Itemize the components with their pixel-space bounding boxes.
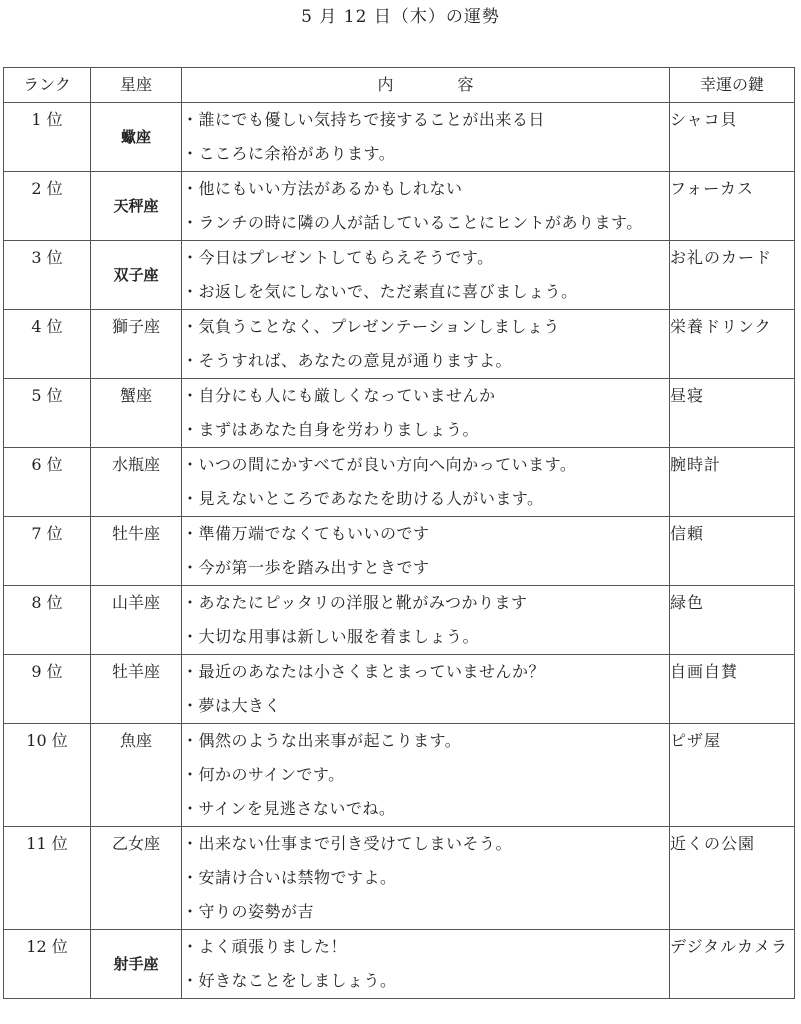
fortune-line: ・安請け合いは禁物ですよ。 [182, 868, 397, 887]
fortune-line: ・夢は大きく [182, 696, 282, 715]
lucky-key-cell: 緑色 [670, 586, 795, 655]
fortune-line: ・見えないところであなたを助ける人がいます。 [182, 489, 544, 508]
table-row [4, 517, 795, 586]
table-header-row [4, 68, 795, 103]
table-row [4, 930, 795, 999]
rank-cell: 5 位 [4, 379, 91, 448]
header-content [182, 68, 670, 103]
fortune-content-cell [182, 724, 670, 827]
fortune-content-cell [182, 655, 670, 724]
table-row [4, 379, 795, 448]
fortune-line: ・大切な用事は新しい服を着ましょう。 [182, 627, 480, 646]
rank-cell: 10 位 [4, 724, 91, 827]
lucky-key-cell: ピザ屋 [670, 724, 795, 827]
fortune-line: ・いつの間にかすべてが良い方向へ向かっています。 [182, 455, 577, 474]
table-row [4, 310, 795, 379]
rank-cell: 4 位 [4, 310, 91, 379]
zodiac-sign-cell: 牡羊座 [91, 655, 182, 724]
fortune-content-cell [182, 172, 670, 241]
table-row [4, 655, 795, 724]
rank-cell: 8 位 [4, 586, 91, 655]
zodiac-sign-cell: 水瓶座 [91, 448, 182, 517]
lucky-key-cell: 近くの公園 [670, 827, 795, 930]
fortune-content-cell [182, 517, 670, 586]
zodiac-sign-cell: 蠍座 [91, 103, 182, 172]
fortune-line: ・守りの姿勢が吉 [182, 902, 315, 921]
table-row [4, 172, 795, 241]
rank-cell: 7 位 [4, 517, 91, 586]
fortune-line: ・何かのサインです。 [182, 765, 345, 784]
lucky-key-cell: 腕時計 [670, 448, 795, 517]
zodiac-sign-cell: 魚座 [91, 724, 182, 827]
header-lucky-key: 幸運の鍵 [670, 68, 795, 103]
fortune-line: ・誰にでも優しい気持ちで接することが出来る日 [182, 110, 545, 129]
fortune-content-cell [182, 586, 670, 655]
zodiac-sign-cell: 蟹座 [91, 379, 182, 448]
page-title: 5 月 12 日（木）の運勢 [301, 7, 500, 27]
header-rank: ランク [4, 68, 91, 103]
table-row [4, 827, 795, 930]
table-row [4, 448, 795, 517]
zodiac-sign-cell: 牡牛座 [91, 517, 182, 586]
fortune-line: ・サインを見逃さないでね。 [182, 799, 396, 818]
rank-cell: 6 位 [4, 448, 91, 517]
lucky-key-cell: 自画自賛 [670, 655, 795, 724]
rank-cell: 11 位 [4, 827, 91, 930]
fortune-line: ・今日はプレゼントしてもらえそうです。 [182, 248, 494, 267]
fortune-content-cell [182, 448, 670, 517]
fortune-line: ・偶然のような出来事が起こります。 [182, 731, 462, 750]
fortune-content-cell [182, 241, 670, 310]
zodiac-sign-cell: 獅子座 [91, 310, 182, 379]
header-content-a: 内 [377, 75, 394, 94]
zodiac-sign-cell: 乙女座 [91, 827, 182, 930]
zodiac-sign-cell: 天秤座 [91, 172, 182, 241]
fortune-line: ・最近のあなたは小さくまとまっていませんか？ [182, 662, 546, 681]
fortune-line: ・こころに余裕があります。 [182, 144, 396, 163]
fortune-line: ・他にもいい方法があるかもしれない [182, 179, 463, 198]
lucky-key-cell: シャコ貝 [670, 103, 795, 172]
fortune-line: ・好きなことをしましょう。 [182, 971, 397, 990]
table-row [4, 103, 795, 172]
fortune-line: ・気負うことなく、プレゼンテーションしましょう [182, 317, 560, 336]
lucky-key-cell: お礼のカード [670, 241, 795, 310]
fortune-line: ・今が第一歩を踏み出すときです [182, 558, 430, 577]
fortune-line: ・準備万端でなくてもいいのです [182, 524, 430, 543]
fortune-line: ・ランチの時に隣の人が話していることにヒントがあります。 [182, 213, 643, 232]
rank-cell: 2 位 [4, 172, 91, 241]
fortune-line: ・お返しを気にしないで、ただ素直に喜びましょう。 [182, 282, 578, 301]
fortune-content-cell [182, 827, 670, 930]
fortune-line: ・出来ない仕事まで引き受けてしまいそう。 [182, 834, 513, 853]
zodiac-sign-cell: 双子座 [91, 241, 182, 310]
lucky-key-cell: 栄養ドリンク [670, 310, 795, 379]
rank-cell: 3 位 [4, 241, 91, 310]
zodiac-sign-cell: 射手座 [91, 930, 182, 999]
lucky-key-cell: 昼寝 [670, 379, 795, 448]
header-sign: 星座 [91, 68, 182, 103]
table-row [4, 586, 795, 655]
fortune-line: ・まずはあなた自身を労わりましょう。 [182, 420, 480, 439]
rank-cell: 9 位 [4, 655, 91, 724]
fortune-content-cell [182, 379, 670, 448]
lucky-key-cell: デジタルカメラ [670, 930, 795, 999]
fortune-content-cell [182, 310, 670, 379]
rank-cell: 1 位 [4, 103, 91, 172]
lucky-key-cell: フォーカス [670, 172, 795, 241]
horoscope-table [3, 67, 795, 999]
zodiac-sign-cell: 山羊座 [91, 586, 182, 655]
fortune-line: ・そうすれば、あなたの意見が通りますよ。 [182, 351, 513, 370]
lucky-key-cell: 信頼 [670, 517, 795, 586]
fortune-line: ・よく頑張りました！ [182, 937, 348, 956]
fortune-line: ・あなたにピッタリの洋服と靴がみつかります [182, 593, 528, 612]
header-content-b: 容 [457, 75, 474, 94]
table-row [4, 724, 795, 827]
fortune-content-cell [182, 930, 670, 999]
fortune-content-cell [182, 103, 670, 172]
fortune-line: ・自分にも人にも厳しくなっていませんか [182, 386, 496, 405]
table-row [4, 241, 795, 310]
rank-cell: 12 位 [4, 930, 91, 999]
